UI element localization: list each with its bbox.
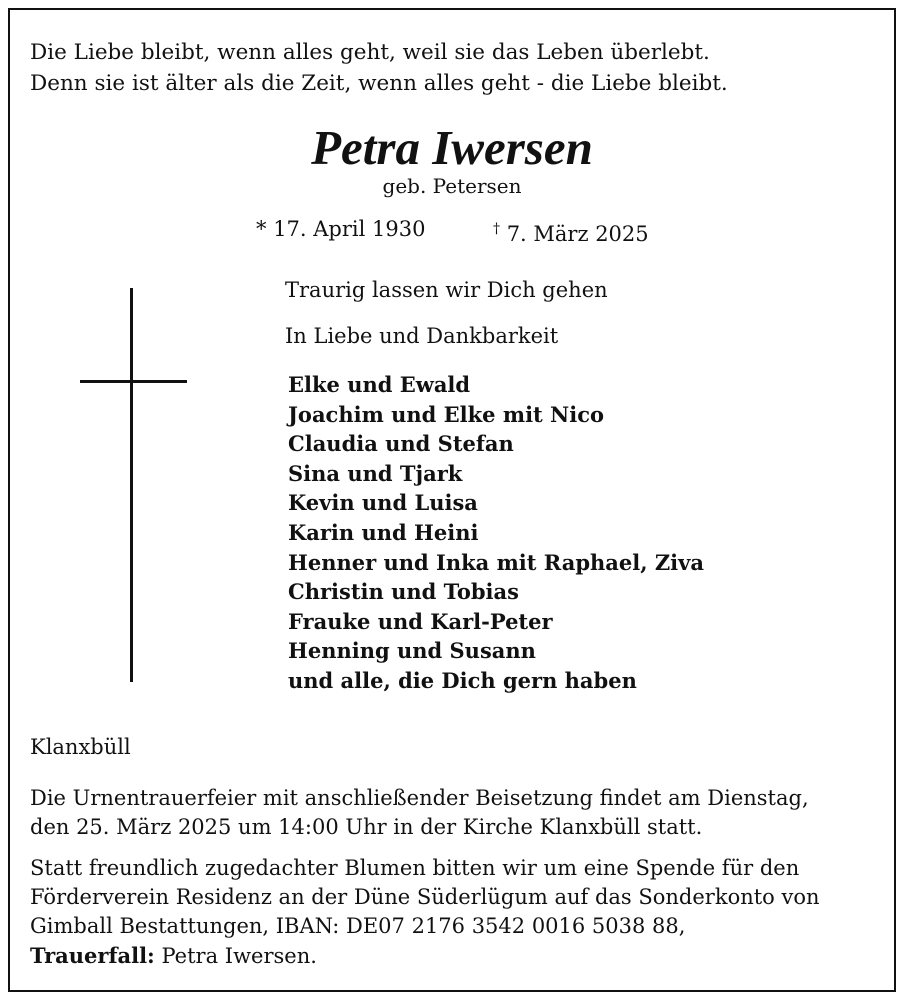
mourners-list — [288, 370, 704, 696]
donation-reference — [30, 941, 876, 971]
farewell-line: Traurig lassen wir Dich gehen — [285, 278, 608, 302]
reference-value: Petra Iwersen. — [154, 944, 317, 968]
place-name: Klanxbüll — [30, 735, 131, 759]
motto-line: Die Liebe bleibt, wenn alles geht, weil sie das Leben überlebt. — [30, 40, 710, 65]
ceremony-line: Die Urnentrauerfeier mit anschließender Beisetzung findet am Dienstag, — [30, 786, 809, 810]
birth-date-value: 17. April 1930 — [273, 217, 426, 241]
mourner-entry: Claudia und Stefan — [288, 431, 514, 457]
death-date-value: 7. März 2025 — [506, 222, 649, 246]
death-date — [493, 212, 649, 251]
reference-label: Trauerfall: — [30, 943, 155, 968]
birth-symbol: * — [256, 217, 267, 241]
gratitude-line: In Liebe und Dankbarkeit — [285, 324, 559, 348]
motto-line: Denn sie ist älter als die Zeit, wenn alles geht - die Liebe bleibt. — [30, 71, 728, 96]
mourner-entry: Sina und Tjark — [288, 460, 463, 486]
mourner-entry: Henner und Inka mit Raphael, Ziva — [288, 549, 704, 575]
donation-line: Förderverein Residenz an der Düne Süderlügum auf das Sonderkonto von — [30, 885, 820, 909]
cross-icon-bar — [80, 380, 187, 383]
cross-icon — [130, 288, 133, 682]
mourner-entry: Henning und Susann — [288, 638, 536, 664]
birth-date — [256, 212, 425, 246]
motto-poem — [30, 37, 728, 99]
donation-notice — [30, 854, 876, 971]
mourner-entry: und alle, die Dich gern haben — [288, 667, 637, 693]
ceremony-notice — [30, 784, 876, 842]
death-symbol: † — [493, 221, 500, 237]
mourner-entry: Joachim und Elke mit Nico — [288, 401, 605, 427]
donation-line: Statt freundlich zugedachter Blumen bitten wir um eine Spende für den — [30, 856, 800, 880]
mourner-entry: Christin und Tobias — [288, 579, 519, 605]
mourner-entry: Kevin und Luisa — [288, 490, 478, 516]
mourner-entry: Elke und Ewald — [288, 372, 471, 397]
mourner-entry: Karin und Heini — [288, 519, 479, 545]
birth-name: geb. Petersen — [382, 174, 522, 198]
deceased-name: Petra Iwersen — [311, 120, 593, 175]
mourner-entry: Frauke und Karl-Peter — [288, 608, 553, 634]
ceremony-line: den 25. März 2025 um 14:00 Uhr in der Kirche Klanxbüll statt. — [30, 815, 703, 839]
donation-line: Gimball Bestattungen, IBAN: DE07 2176 3542 0016 5038 88, — [30, 914, 686, 938]
